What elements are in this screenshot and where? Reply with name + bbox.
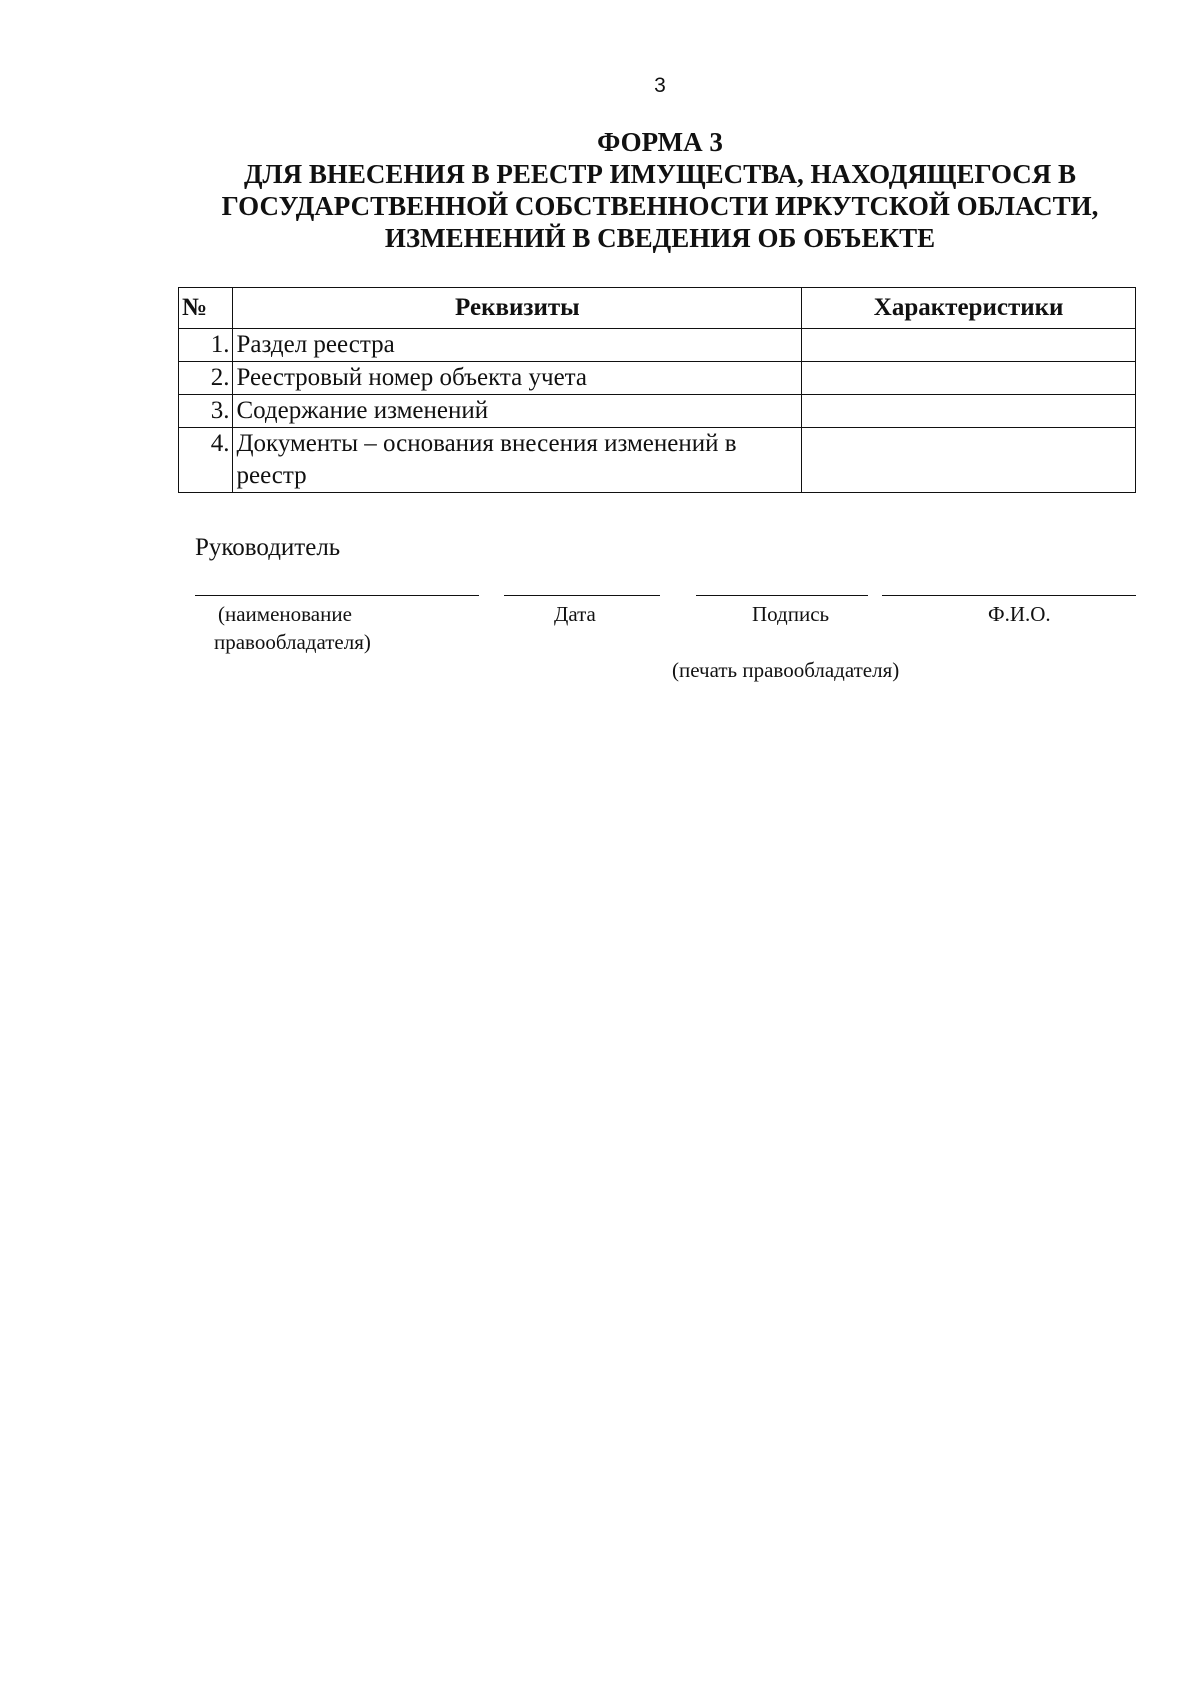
name-caption-line: (наименование [218,602,352,626]
name-caption [214,600,371,656]
row-requisite-line: Документы – основания внесения изменений в [236,430,737,457]
table-row [179,395,1136,428]
date-caption: Дата [554,602,596,626]
row-requisite-line: реестр [236,462,307,489]
date-signature-line [504,595,660,596]
table-header-row [179,288,1136,329]
signature-line [696,595,868,596]
table-row [179,428,1136,493]
header-characteristics: Характеристики [802,288,1136,329]
fio-caption: Ф.И.О. [988,602,1051,626]
director-label: Руководитель [195,534,341,561]
page-number: 3 [654,74,666,97]
requisites-table [178,287,1136,493]
signature-caption: Подпись [752,602,830,626]
row-requisite: Содержание изменений [233,395,802,428]
name-signature-line [195,595,479,596]
row-number: 4. [179,428,233,493]
row-requisite: Реестровый номер объекта учета [233,362,802,395]
row-characteristic-field[interactable] [802,362,1136,395]
title-line-2: ГОСУДАРСТВЕННОЙ СОБСТВЕННОСТИ ИРКУТСКОЙ ОБЛАСТИ, [221,191,1099,221]
fio-signature-line [882,595,1136,596]
header-requisites: Реквизиты [233,288,802,329]
header-number: № [179,288,233,329]
title-line-form: ФОРМА 3 [597,127,723,157]
row-characteristic-field[interactable] [802,428,1136,493]
row-number: 2. [179,362,233,395]
document-title [150,126,1170,254]
row-characteristic-field[interactable] [802,395,1136,428]
row-requisite: Раздел реестра [233,329,802,362]
title-line-3: ИЗМЕНЕНИЙ В СВЕДЕНИЯ ОБ ОБЪЕКТЕ [384,223,936,253]
seal-caption: (печать правообладателя) [672,658,900,682]
name-caption-line: правообладателя) [214,630,371,654]
table-row [179,362,1136,395]
row-characteristic-field[interactable] [802,329,1136,362]
row-number: 3. [179,395,233,428]
title-line-1: ДЛЯ ВНЕСЕНИЯ В РЕЕСТР ИМУЩЕСТВА, НАХОДЯЩЕГОСЯ В [243,159,1077,189]
table-row [179,329,1136,362]
row-number: 1. [179,329,233,362]
row-requisite [233,428,802,493]
